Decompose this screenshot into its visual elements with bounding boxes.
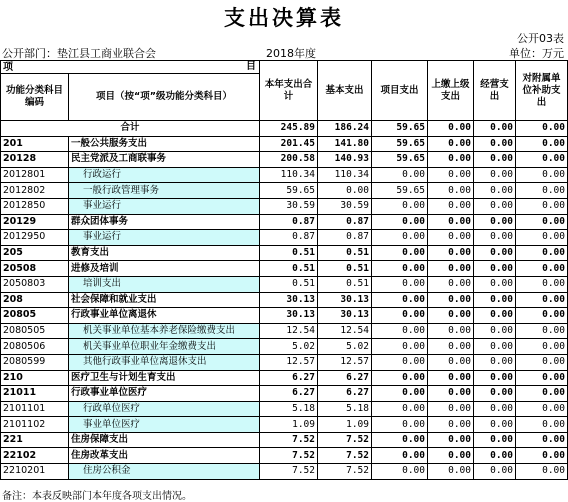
row-value: 0.00 — [516, 386, 568, 402]
row-value: 0.51 — [260, 245, 318, 261]
row-name: 群众团体事务 — [69, 214, 260, 230]
row-value: 0.00 — [474, 292, 516, 308]
row-value: 0.00 — [516, 401, 568, 417]
row-value: 0.00 — [516, 339, 568, 355]
row-value: 0.00 — [474, 198, 516, 214]
header-top-right: 目 — [246, 61, 256, 72]
row-name: 其他行政事业单位离退休支出 — [69, 354, 260, 370]
row-value: 0.00 — [474, 261, 516, 277]
row-name: 行政事业单位医疗 — [69, 386, 260, 402]
row-name: 住房保障支出 — [69, 432, 260, 448]
row-value: 0.00 — [474, 152, 516, 168]
row-value: 12.57 — [318, 354, 372, 370]
table-row — [1, 167, 568, 183]
row-code: 22102 — [1, 448, 69, 464]
row-name: 一般行政管理事务 — [69, 183, 260, 199]
row-value: 110.34 — [260, 167, 318, 183]
table-row — [1, 292, 568, 308]
row-name: 培训支出 — [69, 276, 260, 292]
row-value: 0.51 — [318, 261, 372, 277]
row-value: 7.52 — [260, 448, 318, 464]
row-value: 0.00 — [428, 276, 474, 292]
row-name: 进修及培训 — [69, 261, 260, 277]
total-value: 0.00 — [516, 121, 568, 137]
row-value: 140.93 — [318, 152, 372, 168]
row-value: 0.00 — [516, 183, 568, 199]
table-row — [1, 464, 568, 480]
row-value: 201.45 — [260, 136, 318, 152]
row-code: 221 — [1, 432, 69, 448]
row-value: 59.65 — [372, 136, 428, 152]
row-value: 0.00 — [428, 167, 474, 183]
table-row — [1, 354, 568, 370]
table-row — [1, 432, 568, 448]
row-value: 0.00 — [516, 417, 568, 433]
total-value: 59.65 — [372, 121, 428, 137]
row-value: 0.00 — [474, 214, 516, 230]
col-remit-header: 上缴上级支出 — [428, 61, 474, 121]
form-code: 公开03表 — [517, 32, 564, 45]
table-row — [1, 448, 568, 464]
row-value: 0.00 — [372, 370, 428, 386]
row-value: 12.54 — [260, 323, 318, 339]
row-value: 0.00 — [428, 292, 474, 308]
row-value: 0.00 — [428, 386, 474, 402]
row-value: 30.59 — [260, 198, 318, 214]
row-value: 7.52 — [260, 432, 318, 448]
total-value: 0.00 — [428, 121, 474, 137]
department-label: 公开部门：垫江县工商业联合会 — [2, 47, 156, 60]
row-code: 2101102 — [1, 417, 69, 433]
row-value: 0.00 — [372, 354, 428, 370]
row-value: 0.00 — [318, 183, 372, 199]
table-row — [1, 417, 568, 433]
table-row — [1, 183, 568, 199]
row-value: 0.00 — [372, 339, 428, 355]
row-value: 0.00 — [372, 464, 428, 480]
row-value: 0.00 — [428, 401, 474, 417]
row-value: 0.00 — [428, 261, 474, 277]
row-value: 0.00 — [428, 354, 474, 370]
row-value: 0.00 — [372, 198, 428, 214]
total-value: 186.24 — [318, 121, 372, 137]
row-name: 社会保障和就业支出 — [69, 292, 260, 308]
row-value: 30.13 — [318, 292, 372, 308]
row-value: 0.00 — [516, 448, 568, 464]
row-value: 0.00 — [428, 245, 474, 261]
row-value: 0.00 — [428, 308, 474, 324]
table-row — [1, 401, 568, 417]
total-label: 合计 — [1, 121, 260, 137]
row-code: 2210201 — [1, 464, 69, 480]
row-name: 住房公积金 — [69, 464, 260, 480]
table-row — [1, 230, 568, 246]
row-value: 0.00 — [516, 464, 568, 480]
row-value: 0.00 — [372, 386, 428, 402]
row-value: 0.00 — [516, 245, 568, 261]
row-code: 20508 — [1, 261, 69, 277]
col-name-header: 项目（按“项”级功能分类科目） — [69, 74, 260, 121]
row-name: 事业运行 — [69, 198, 260, 214]
row-value: 0.51 — [260, 261, 318, 277]
row-value: 0.00 — [474, 323, 516, 339]
row-code: 205 — [1, 245, 69, 261]
row-value: 0.00 — [516, 308, 568, 324]
table-row — [1, 276, 568, 292]
row-code: 2012801 — [1, 167, 69, 183]
year-label: 2018年度 — [266, 47, 316, 60]
row-value: 0.00 — [516, 136, 568, 152]
row-value: 0.00 — [428, 183, 474, 199]
row-value: 0.51 — [318, 276, 372, 292]
row-value: 0.00 — [428, 448, 474, 464]
row-value: 59.65 — [372, 183, 428, 199]
row-name: 住房改革支出 — [69, 448, 260, 464]
row-code: 2101101 — [1, 401, 69, 417]
row-value: 0.00 — [516, 432, 568, 448]
row-value: 30.59 — [318, 198, 372, 214]
row-name: 机关事业单位职业年金缴费支出 — [69, 339, 260, 355]
row-value: 30.13 — [260, 292, 318, 308]
table-row — [1, 261, 568, 277]
row-code: 2050803 — [1, 276, 69, 292]
row-name: 一般公共服务支出 — [69, 136, 260, 152]
total-value: 0.00 — [474, 121, 516, 137]
row-value: 5.02 — [318, 339, 372, 355]
row-value: 0.00 — [516, 354, 568, 370]
header-row-top — [1, 61, 568, 74]
row-code: 208 — [1, 292, 69, 308]
row-value: 0.00 — [474, 136, 516, 152]
total-value: 245.89 — [260, 121, 318, 137]
row-value: 0.00 — [516, 152, 568, 168]
row-value: 0.00 — [474, 339, 516, 355]
table-row — [1, 214, 568, 230]
row-name: 教育支出 — [69, 245, 260, 261]
row-value: 0.00 — [372, 276, 428, 292]
row-value: 0.00 — [516, 323, 568, 339]
row-value: 5.02 — [260, 339, 318, 355]
row-value: 0.00 — [516, 214, 568, 230]
row-code: 201 — [1, 136, 69, 152]
row-value: 0.00 — [516, 198, 568, 214]
row-value: 0.00 — [474, 417, 516, 433]
row-value: 0.51 — [318, 245, 372, 261]
row-value: 0.00 — [372, 214, 428, 230]
row-value: 0.00 — [372, 323, 428, 339]
row-code: 2080505 — [1, 323, 69, 339]
col-total-header: 本年支出合计 — [260, 61, 318, 121]
row-value: 6.27 — [318, 386, 372, 402]
row-value: 0.51 — [260, 276, 318, 292]
row-value: 0.00 — [428, 432, 474, 448]
expenditure-table — [0, 60, 568, 480]
row-value: 0.87 — [318, 230, 372, 246]
row-value: 0.00 — [474, 370, 516, 386]
footnote: 备注：本表反映部门本年度各项支出情况。 — [2, 491, 192, 502]
row-value: 0.00 — [474, 386, 516, 402]
row-value: 0.00 — [372, 417, 428, 433]
row-value: 1.09 — [260, 417, 318, 433]
row-code: 2080506 — [1, 339, 69, 355]
row-code: 20128 — [1, 152, 69, 168]
row-value: 0.00 — [428, 417, 474, 433]
row-value: 200.58 — [260, 152, 318, 168]
row-code: 2080599 — [1, 354, 69, 370]
row-value: 59.65 — [260, 183, 318, 199]
row-name: 医疗卫生与计划生育支出 — [69, 370, 260, 386]
row-value: 7.52 — [260, 464, 318, 480]
row-value: 0.00 — [372, 261, 428, 277]
row-value: 0.00 — [474, 245, 516, 261]
row-value: 0.00 — [372, 432, 428, 448]
row-value: 0.00 — [474, 308, 516, 324]
row-value: 141.80 — [318, 136, 372, 152]
row-value: 0.00 — [428, 464, 474, 480]
row-value: 0.00 — [516, 230, 568, 246]
row-value: 6.27 — [260, 370, 318, 386]
row-value: 0.00 — [516, 292, 568, 308]
row-value: 12.54 — [318, 323, 372, 339]
row-value: 0.87 — [260, 230, 318, 246]
row-value: 0.00 — [428, 152, 474, 168]
row-value: 30.13 — [318, 308, 372, 324]
row-value: 0.00 — [372, 245, 428, 261]
header-top-left: 项 — [3, 61, 13, 73]
row-name: 事业运行 — [69, 230, 260, 246]
row-name: 行政单位医疗 — [69, 401, 260, 417]
row-name: 行政事业单位离退休 — [69, 308, 260, 324]
row-value: 7.52 — [318, 464, 372, 480]
row-value: 0.00 — [474, 230, 516, 246]
page-title: 支出决算表 — [224, 6, 344, 30]
row-value: 0.00 — [516, 261, 568, 277]
table-row — [1, 339, 568, 355]
row-value: 0.00 — [474, 464, 516, 480]
row-value: 6.27 — [260, 386, 318, 402]
row-value: 0.00 — [428, 198, 474, 214]
row-value: 110.34 — [318, 167, 372, 183]
row-code: 20129 — [1, 214, 69, 230]
row-value: 0.00 — [372, 401, 428, 417]
row-value: 6.27 — [318, 370, 372, 386]
row-code: 2012802 — [1, 183, 69, 199]
row-value: 0.00 — [372, 230, 428, 246]
total-row — [1, 121, 568, 137]
row-value: 0.00 — [516, 167, 568, 183]
row-value: 1.09 — [318, 417, 372, 433]
row-name: 事业单位医疗 — [69, 417, 260, 433]
table-row — [1, 198, 568, 214]
col-basic-header: 基本支出 — [318, 61, 372, 121]
col-business-header: 经营支出 — [474, 61, 516, 121]
row-code: 210 — [1, 370, 69, 386]
row-value: 12.57 — [260, 354, 318, 370]
row-value: 0.00 — [372, 448, 428, 464]
row-value: 0.00 — [474, 401, 516, 417]
table-row — [1, 136, 568, 152]
row-value: 0.00 — [516, 370, 568, 386]
row-value: 0.00 — [474, 448, 516, 464]
row-name: 行政运行 — [69, 167, 260, 183]
table-row — [1, 386, 568, 402]
row-value: 0.00 — [372, 292, 428, 308]
row-value: 0.00 — [474, 276, 516, 292]
row-code: 2012850 — [1, 198, 69, 214]
row-value: 0.00 — [474, 432, 516, 448]
row-value: 0.00 — [372, 167, 428, 183]
table-row — [1, 308, 568, 324]
row-value: 0.00 — [428, 323, 474, 339]
table-row — [1, 370, 568, 386]
table-row — [1, 323, 568, 339]
col-subsidy-header: 对附属单位补助支出 — [516, 61, 568, 121]
col-code-header: 功能分类科目编码 — [1, 74, 69, 121]
row-value: 7.52 — [318, 448, 372, 464]
row-value: 0.00 — [428, 136, 474, 152]
row-value: 59.65 — [372, 152, 428, 168]
row-value: 0.00 — [474, 167, 516, 183]
table-row — [1, 152, 568, 168]
row-value: 0.87 — [260, 214, 318, 230]
row-value: 0.00 — [428, 230, 474, 246]
row-value: 0.00 — [516, 276, 568, 292]
row-value: 7.52 — [318, 432, 372, 448]
row-name: 机关事业单位基本养老保险缴费支出 — [69, 323, 260, 339]
row-code: 20805 — [1, 308, 69, 324]
row-name: 民主党派及工商联事务 — [69, 152, 260, 168]
row-value: 0.87 — [318, 214, 372, 230]
row-value: 5.18 — [318, 401, 372, 417]
unit-label: 单位：万元 — [509, 47, 564, 60]
row-value: 30.13 — [260, 308, 318, 324]
row-value: 0.00 — [428, 370, 474, 386]
table-row — [1, 245, 568, 261]
row-value: 0.00 — [474, 183, 516, 199]
row-code: 21011 — [1, 386, 69, 402]
row-value: 5.18 — [260, 401, 318, 417]
row-value: 0.00 — [474, 354, 516, 370]
row-code: 2012950 — [1, 230, 69, 246]
row-value: 0.00 — [372, 308, 428, 324]
col-project-header: 项目支出 — [372, 61, 428, 121]
row-value: 0.00 — [428, 214, 474, 230]
row-value: 0.00 — [428, 339, 474, 355]
